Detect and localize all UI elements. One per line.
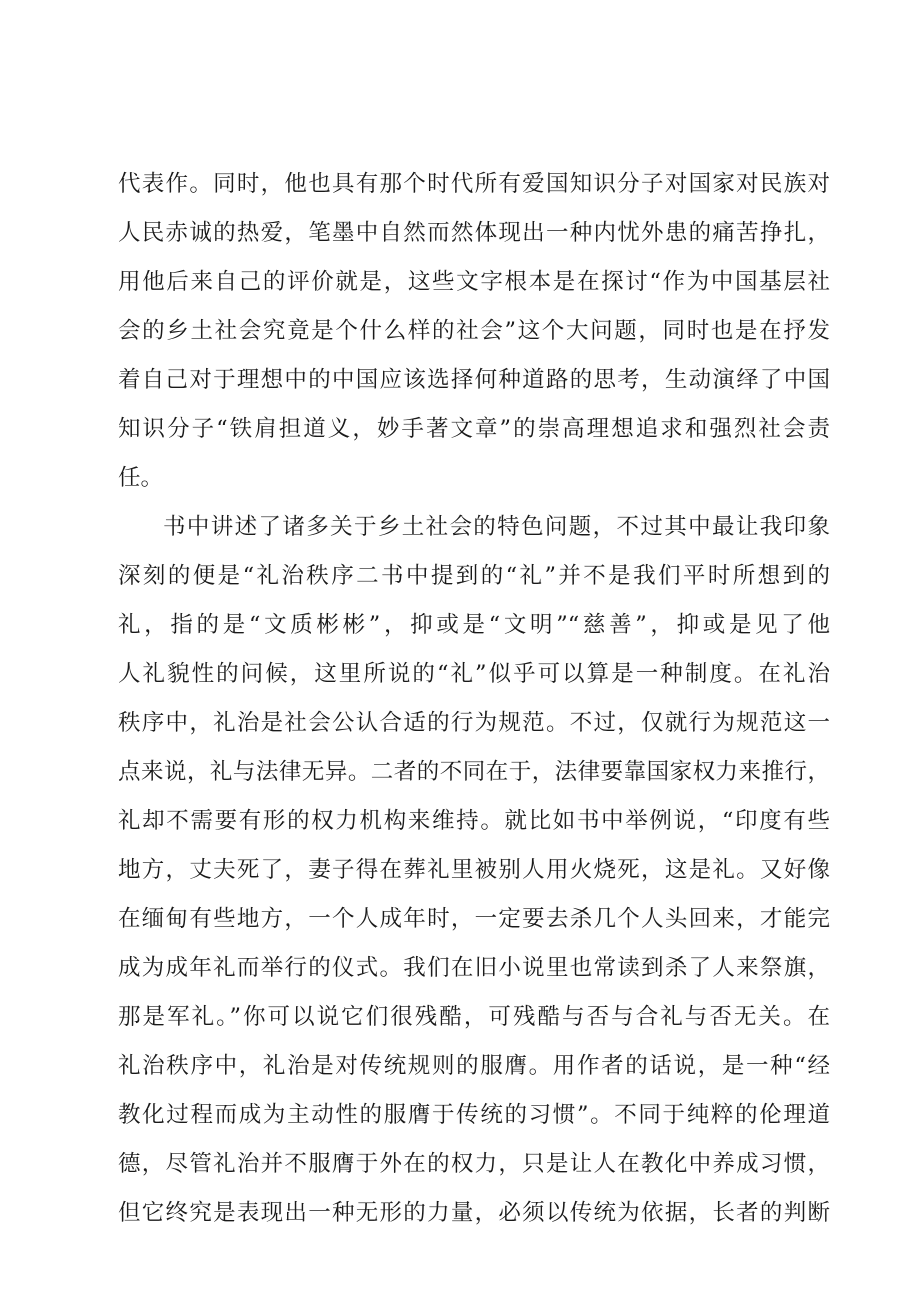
text-line: 代表作。同时，他也具有那个时代所有爱国知识分子对国家对民族对: [118, 171, 830, 197]
text-line: 知识分子“铁肩担道义，妙手著文章”的崇高理想追求和强烈社会责: [118, 416, 830, 442]
text-line: 会的乡土社会究竟是个什么样的社会”这个大问题，同时也是在抒发: [118, 318, 830, 344]
body-text: [118, 160, 830, 1238]
paragraph-2: [118, 503, 830, 1238]
text-line: 秩序中，礼治是社会公认合适的行为规范。不过，仅就行为规范这一: [118, 710, 830, 736]
text-line: 礼，指的是“文质彬彬”，抑或是“文明”“慈善”，抑或是见了他: [118, 612, 830, 638]
text-line: 礼治秩序中，礼治是对传统规则的服膺。用作者的话说，是一种“经: [118, 1053, 830, 1079]
text-line: 礼却不需要有形的权力机构来维持。就比如书中举例说，“印度有些: [118, 808, 830, 834]
text-line-first: 书中讲述了诸多关于乡土社会的特色问题，不过其中最让我印象: [163, 514, 830, 540]
text-line: 人民赤诚的热爱，笔墨中自然而然体现出一种内忧外患的痛苦挣扎，: [118, 220, 830, 246]
text-line: 深刻的便是“礼治秩序二书中提到的“礼”并不是我们平时所想到的: [118, 563, 830, 589]
text-line: 但它终究是表现出一种无形的力量，必须以传统为依据，长者的判断: [118, 1200, 830, 1226]
text-line-last: 任。: [118, 465, 164, 491]
text-line: 用他后来自己的评价就是，这些文字根本是在探讨“作为中国基层社: [118, 269, 830, 295]
text-line: 着自己对于理想中的中国应该选择何种道路的思考，生动演绎了中国: [118, 367, 830, 393]
text-line: 教化过程而成为主动性的服膺于传统的习惯”。不同于纯粹的伦理道: [118, 1102, 830, 1128]
text-line: 点来说，礼与法律无异。二者的不同在于，法律要靠国家权力来推行，: [118, 759, 830, 785]
text-line: 德，尽管礼治并不服膺于外在的权力，只是让人在教化中养成习惯，: [118, 1151, 830, 1177]
text-line: 人礼貌性的问候，这里所说的“礼”似乎可以算是一种制度。在礼治: [118, 661, 830, 687]
text-line: 地方，丈夫死了，妻子得在葬礼里被别人用火烧死，这是礼。又好像: [118, 857, 830, 883]
text-line: 成为成年礼而举行的仪式。我们在旧小说里也常读到杀了人来祭旗，: [118, 955, 830, 981]
text-line: 那是军礼。”你可以说它们很残酷，可残酷与否与合礼与否无关。在: [118, 1004, 830, 1030]
text-line: 在缅甸有些地方，一个人成年时，一定要去杀几个人头回来，才能完: [118, 906, 830, 932]
paragraph-1: [118, 160, 830, 503]
